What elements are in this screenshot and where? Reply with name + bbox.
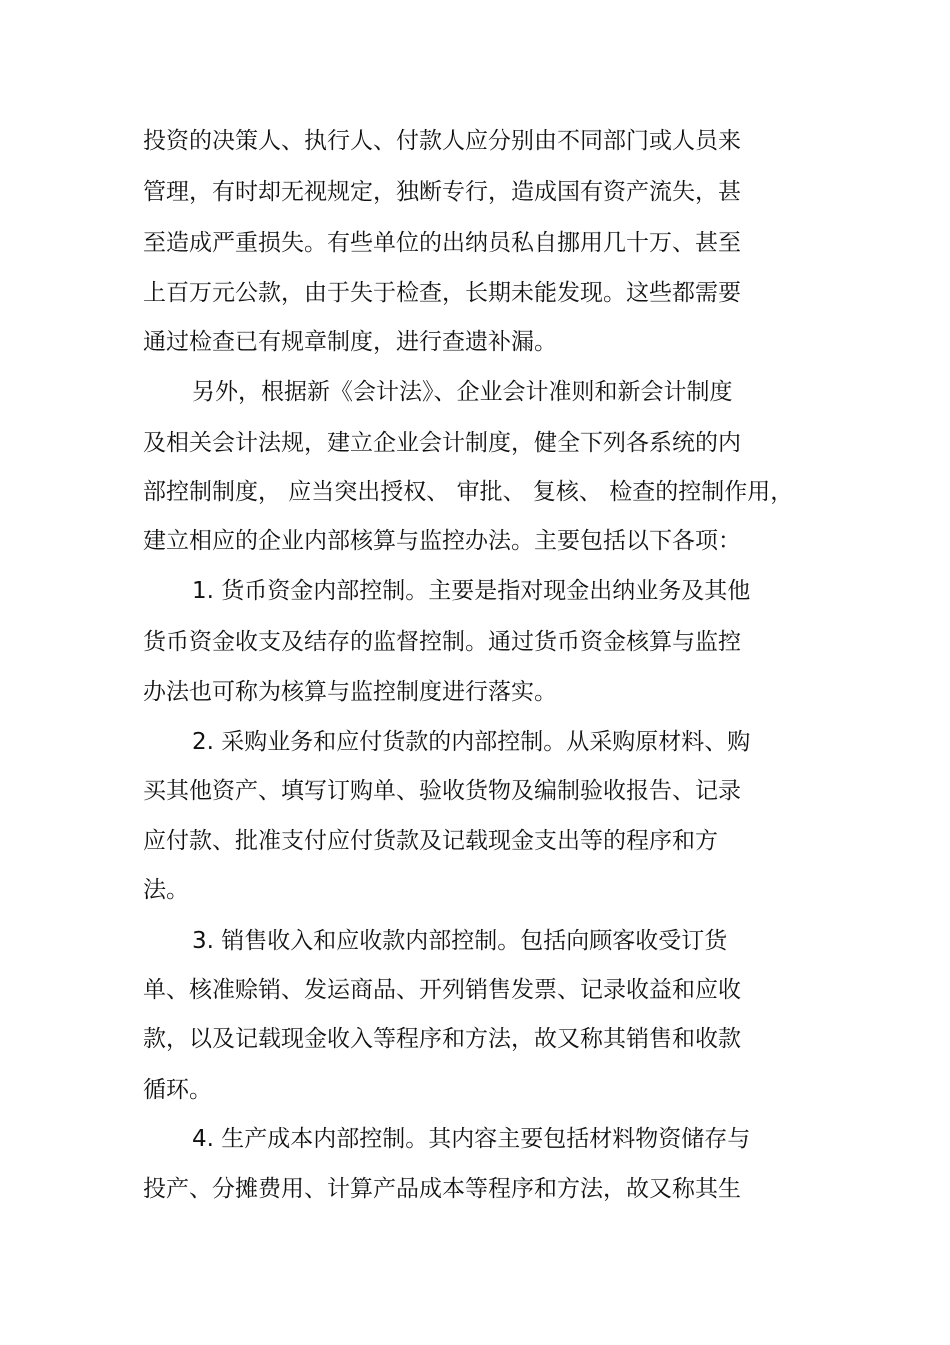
list-item-2: 2. 采购业务和应付货款的内部控制。从采购原材料、购 (192, 729, 751, 755)
text-line: 投资的决策人、执行人、付款人应分别由不同部门或人员来 (143, 128, 741, 154)
text-line: 货币资金收支及结存的监督控制。通过货币资金核算与监控 (143, 629, 741, 655)
text-line: 通过检查已有规章制度，进行查遗补漏。 (143, 329, 557, 355)
text-line: 及相关会计法规，建立企业会计制度，健全下列各系统的内 (143, 430, 741, 456)
list-item-4: 4. 生产成本内部控制。其内容主要包括材料物资储存与 (192, 1126, 751, 1152)
text-line: 应付款、批准支付应付货款及记载现金支出等的程序和方 (143, 828, 718, 854)
text-line: 上百万元公款，由于失于检查，长期未能发现。这些都需要 (143, 280, 741, 306)
text-line: 买其他资产、填写订购单、验收货物及编制验收报告、记录 (143, 778, 741, 804)
paragraph-start-line: 另外，根据新《会计法》、企业会计准则和新会计制度 (192, 379, 733, 405)
text-line: 款，以及记载现金收入等程序和方法，故又称其销售和收款 (143, 1026, 741, 1052)
text-line: 循环。 (143, 1077, 212, 1103)
text-line: 管理，有时却无视规定，独断专行，造成国有资产流失，甚 (143, 179, 741, 205)
text-line: 法。 (143, 877, 189, 903)
text-line: 投产、分摊费用、计算产品成本等程序和方法，故又称其生 (143, 1176, 741, 1202)
text-line: 部控制制度， 应当突出授权、 审批、 复核、 检查的控制作用， (143, 479, 794, 505)
list-item-1: 1. 货币资金内部控制。主要是指对现金出纳业务及其他 (192, 578, 751, 604)
text-line: 至造成严重损失。有些单位的出纳员私自挪用几十万、甚至 (143, 230, 741, 256)
text-line: 办法也可称为核算与监控制度进行落实。 (143, 679, 557, 705)
text-line: 单、核准赊销、发运商品、开列销售发票、记录收益和应收 (143, 977, 741, 1003)
text-line: 建立相应的企业内部核算与监控办法。主要包括以下各项： (143, 528, 741, 554)
list-item-3: 3. 销售收入和应收款内部控制。包括向顾客收受订货 (192, 928, 728, 954)
